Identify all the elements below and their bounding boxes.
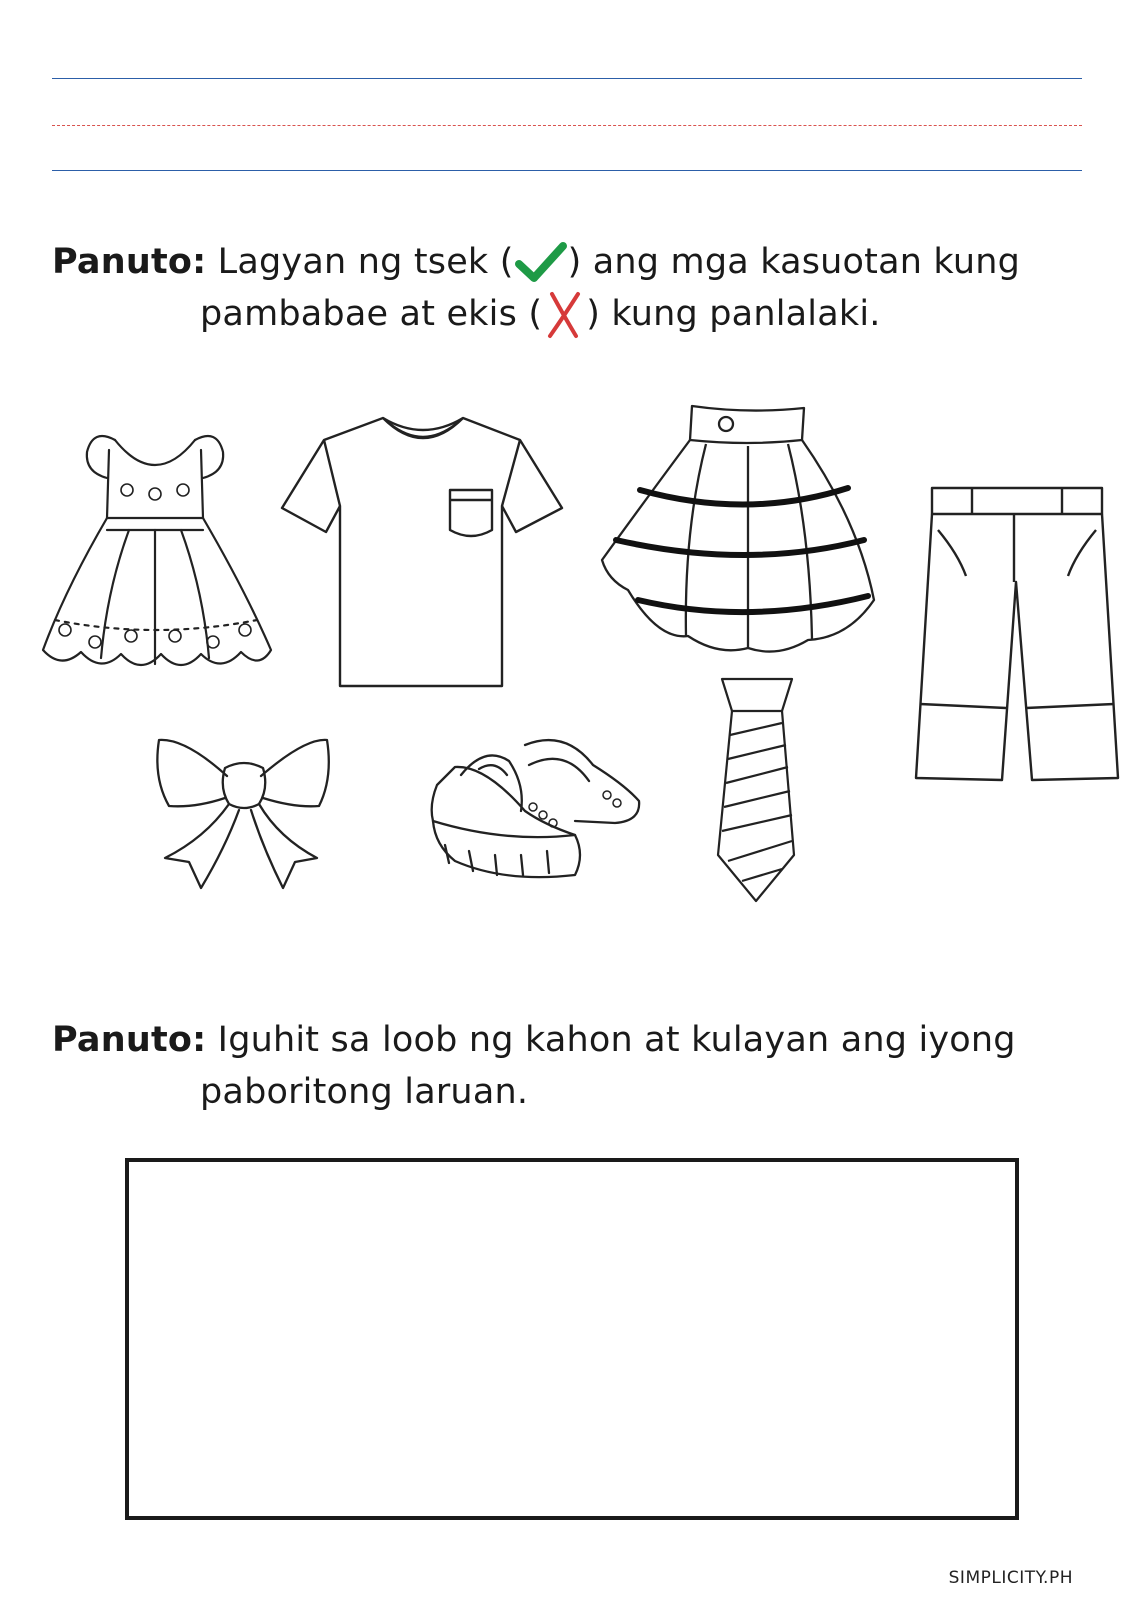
bow-icon: [155, 728, 335, 898]
check-icon: [514, 240, 568, 286]
guide-line-bottom: [52, 170, 1082, 171]
instruction-text: ) ang mga kasuotan kung: [567, 242, 1021, 282]
drawing-box[interactable]: [125, 1158, 1019, 1520]
cross-icon: [542, 290, 586, 340]
instruction-text: Iguhit sa loob ng kahon at kulayan ang iyong: [217, 1020, 1016, 1060]
necktie-icon: [712, 675, 802, 905]
instruction-1: [52, 236, 1020, 340]
guide-line-top: [52, 78, 1082, 79]
guide-line-middle: [52, 125, 1082, 126]
sandals-icon: [425, 725, 645, 885]
instruction-2: [52, 1014, 1016, 1118]
instruction-label: Panuto:: [52, 242, 207, 282]
instruction-label: Panuto:: [52, 1020, 207, 1060]
brand-footer: SIMPLICITY.PH: [948, 1568, 1073, 1588]
tshirt-icon: [278, 412, 568, 692]
skirt-icon: [598, 400, 878, 660]
pants-icon: [912, 482, 1122, 782]
instruction-text: Lagyan ng tsek (: [217, 242, 514, 282]
instruction-text: pambabae at ekis (: [200, 294, 543, 334]
instruction-text: paboritong laruan.: [200, 1072, 529, 1112]
instruction-text: ) kung panlalaki.: [586, 294, 881, 334]
dress-icon: [35, 420, 275, 690]
